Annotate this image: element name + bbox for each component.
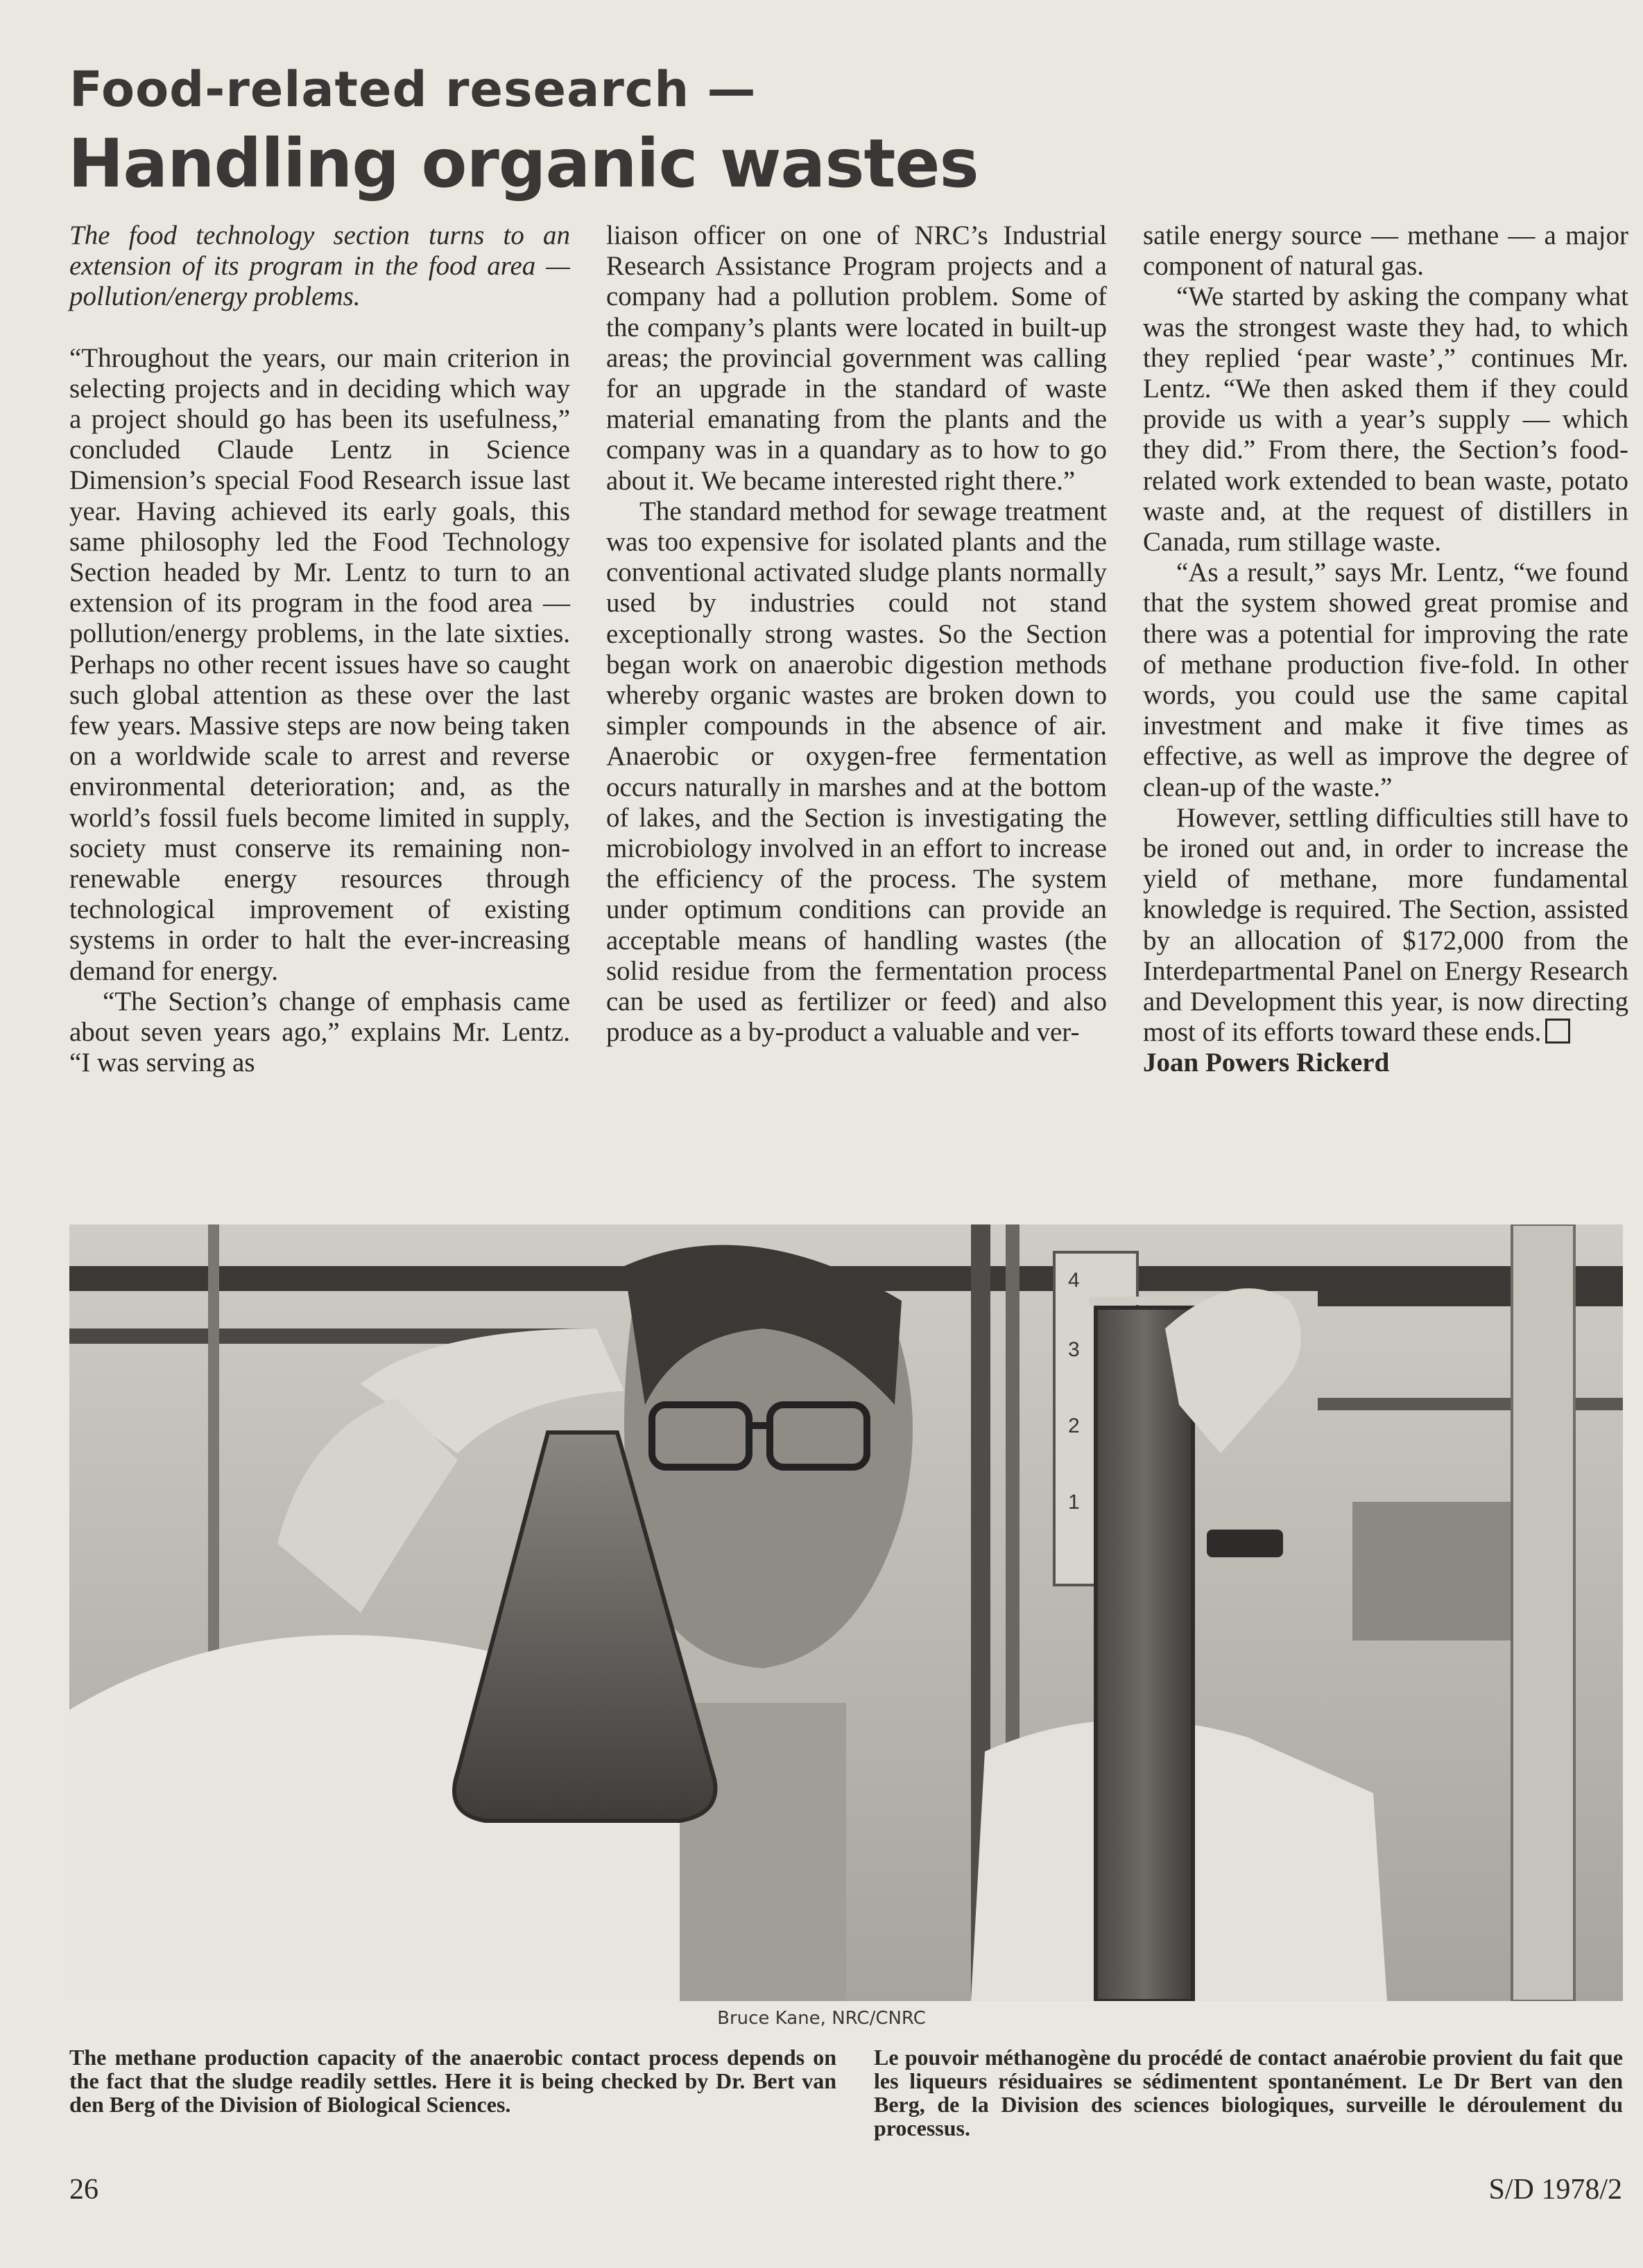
cylinder-mark: 2 (1068, 1414, 1080, 1437)
paragraph: liaison officer on one of NRC’s Industrial Research Assistance Program projects and a company had a pollution problem. Some of the company’s plants were located in built-up areas; the provincial government was calling for an upgrade in the standard of waste material emanating from the plants and the company was in a quandary as to how to go about it. We became interested right there.” (606, 220, 1107, 496)
photo-caption-english: The methane production capacity of the anaerobic contact process depends on the fact that the sludge readily settles. Here it is being checked by Dr. Bert van den Berg of the Division of Biological Sciences. (69, 2045, 836, 2117)
article-kicker: Food-related research — (69, 61, 757, 118)
article-lede: The food technology section turns to an extension of its program in the food area — pollution/energy problems. (69, 220, 570, 312)
paragraph: “As a result,” says Mr. Lentz, “we found that the system showed great promise and there was a potential for improving the rate of methane production five-fold. In other words, you could use the same capital investment and make it five times as effective, as well as improve the degree of clean-up of the waste.” (1143, 557, 1628, 802)
photo-caption-french: Le pouvoir méthanogène du procédé de contact anaérobie provient du fait que les liqueurs résiduaires se sédimentent spontanément. Le Dr Bert van den Berg, de la Division des sciences biologiques, surveille le déroulement du processus. (874, 2045, 1623, 2140)
lab-scene-photo (69, 1224, 1623, 2001)
article-byline: Joan Powers Rickerd (1143, 1048, 1390, 1078)
text-column-2 (606, 220, 1107, 1048)
text-column-3 (1143, 220, 1628, 1079)
paragraph: The standard method for sewage treatment was too expensive for isolated plants and the conventional activated sludge plants normally used by industries could not stand exceptionally strong wastes. So the Section began work on anaerobic digestion methods whereby organic wastes are broken down to simpler compounds in the absence of air. Anaerobic or oxygen-free fermentation occurs naturally in marshes and at the bottom of lakes, and the Section is investigating the microbiology involved in an effort to increase the efficiency of the process. The system under optimum conditions can provide an acceptable means of handling wastes (the solid residue from the fermentation process can be used as fertilizer or feed) and also produce as a by-product a valuable and ver- (606, 496, 1107, 1048)
paragraph: “The Section’s change of emphasis came about seven years ago,” explains Mr. Lentz. “I was serving as (69, 986, 570, 1078)
cylinder-mark: 4 (1068, 1269, 1080, 1292)
end-mark-icon (1545, 1019, 1570, 1044)
text-column-1 (69, 220, 570, 1078)
photo-credit: Bruce Kane, NRC/CNRC (717, 2008, 926, 2029)
issue-label: S/D 1978/2 (1488, 2174, 1622, 2206)
cylinder-mark: 3 (1068, 1338, 1080, 1361)
page-number: 26 (69, 2174, 98, 2206)
paragraph-text: However, settling difficulties still have to be ironed out and, in order to increase the yield of methane, more fundamental knowledge is required. The Section, assisted by an allocation of $172,000 from the Interdepartmental Panel on Energy Research and Development this year, is now directing most of its efforts toward these ends. (1143, 802, 1628, 1048)
article-photo (69, 1224, 1623, 2001)
paragraph: “We started by asking the company what was the strongest waste they had, to which they replied ‘pear waste’,” continues Mr. Lentz. “We then asked them if they could provide us with a year’s supply — which they did.” From there, the Section’s food-related work extended to bean waste, potato waste and, at the request of distillers in Canada, rum stillage waste. (1143, 282, 1628, 557)
article-title: Handling organic wastes (68, 125, 979, 202)
paragraph: satile energy source — methane — a major component of natural gas. (1143, 220, 1628, 282)
cylinder-mark: 1 (1068, 1491, 1080, 1514)
paragraph (1143, 803, 1628, 1048)
paragraph: “Throughout the years, our main criterion in selecting projects and in deciding which way a project should go has been its usefulness,” concluded Claude Lentz in Science Dimension’s special Food Research issue last year. Having achieved its early goals, this same philosophy led the Food Technology Section headed by Mr. Lentz to turn to an extension of its program in the food area — pollution/energy problems, in the late sixties. Perhaps no other recent issues have so caught such global attention as these over the last few years. Massive steps are now being taken on a worldwide scale to arrest and reverse environmental deterioration; and, as the world’s fossil fuels become limited in supply, society must conserve its remaining non-renewable energy resources through technological improvement of existing systems in order to halt the ever-increasing demand for energy. (69, 343, 570, 986)
